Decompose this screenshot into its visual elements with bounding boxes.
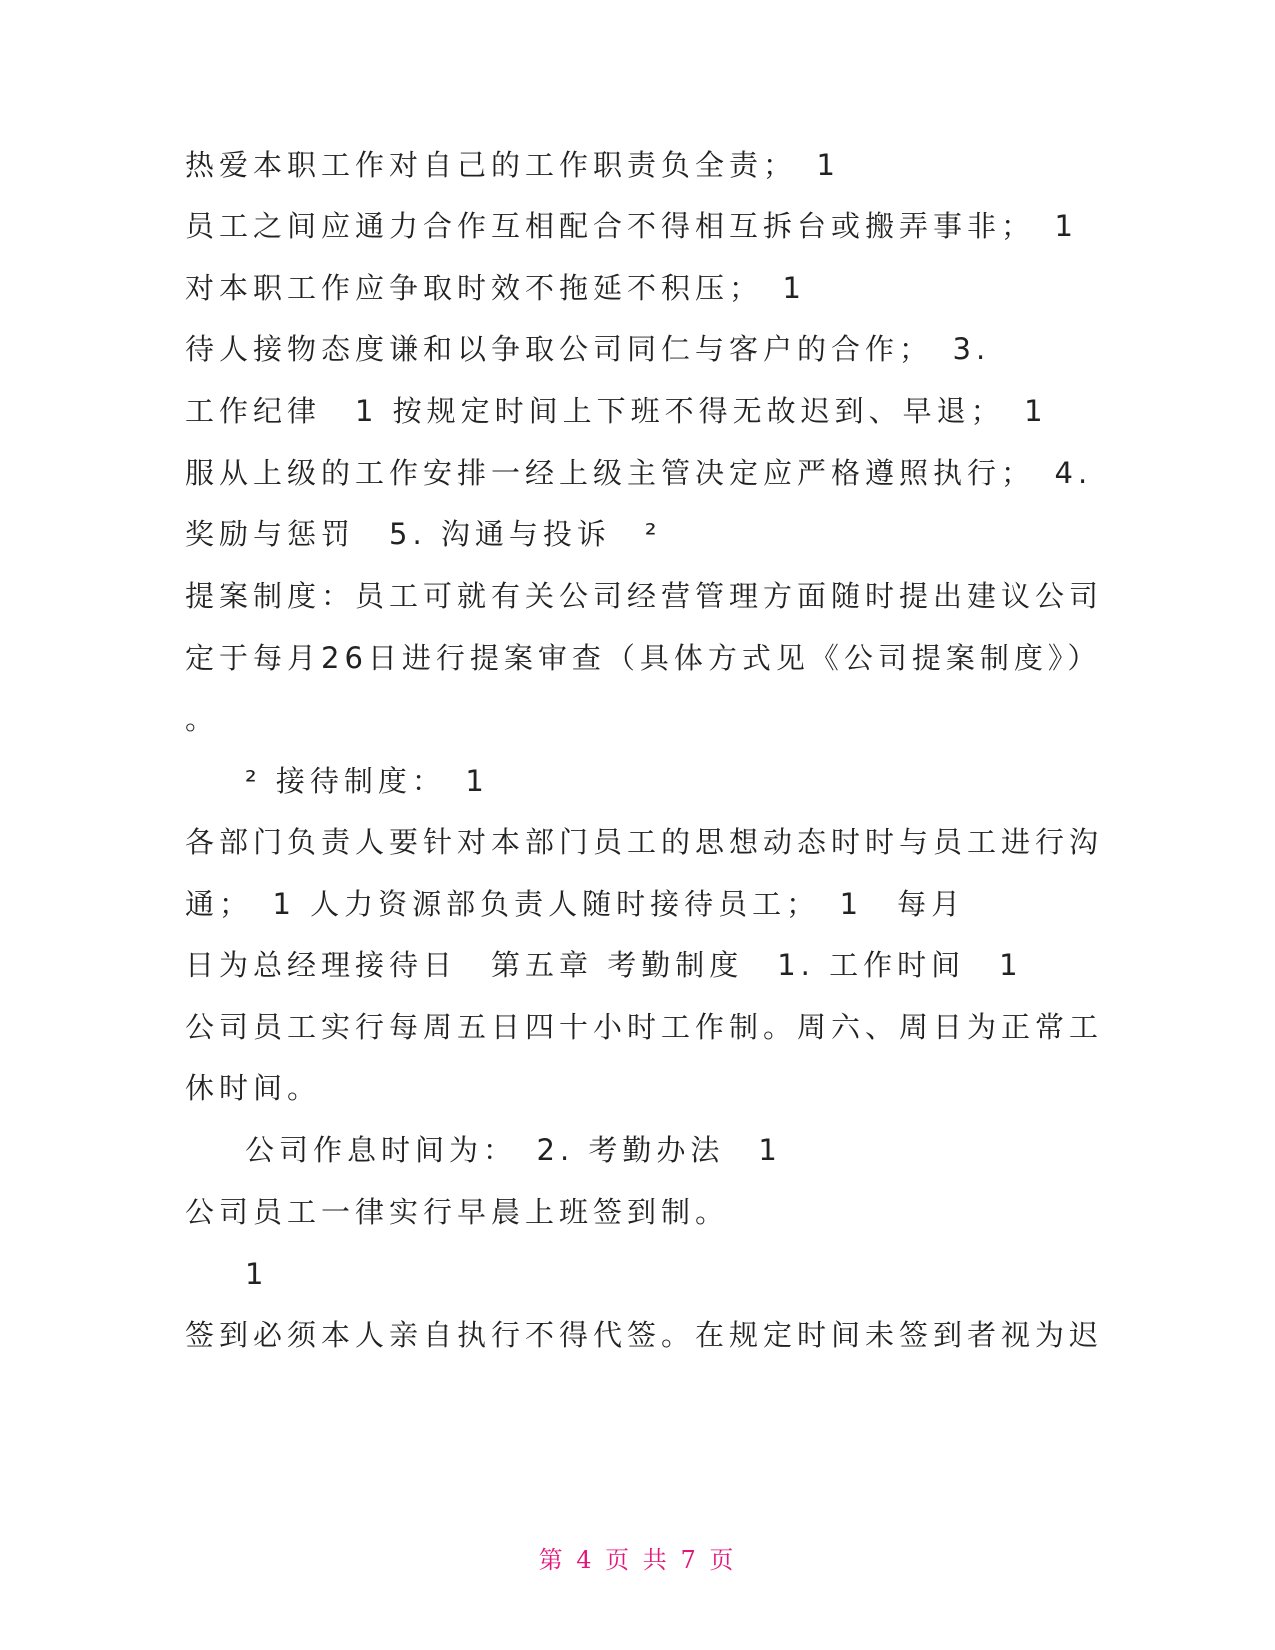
- text-line: 员工之间应通力合作互相配合不得相互拆台或搬弄事非； 1: [185, 209, 1078, 243]
- text-line: 热爱本职工作对自己的工作职责负全责； 1: [185, 148, 840, 182]
- text-line: 提案制度：员工可就有关公司经营管理方面随时提出建议公司: [185, 579, 1104, 613]
- text-line: 休时间。: [185, 1071, 322, 1105]
- text-line: 工作纪律 1 按规定时间上下班不得无故迟到、早退； 1: [185, 394, 1048, 428]
- page-number-footer: 第 4 页 共 7 页: [538, 1546, 737, 1574]
- text-line: 对本职工作应争取时效不拖延不积压； 1: [185, 271, 806, 305]
- text-line: 通； 1 人力资源部负责人随时接待员工； 1 每月: [185, 887, 966, 921]
- text-line: 签到必须本人亲自执行不得代签。在规定时间未签到者视为迟: [185, 1318, 1104, 1352]
- text-line: 公司员工一律实行早晨上班签到制。: [185, 1195, 730, 1229]
- text-line: 服从上级的工作安排一经上级主管决定应严格遵照执行； 4.: [185, 456, 1093, 490]
- text-line: 定于每月26日进行提案审查（具体方式见《公司提案制度》）: [185, 641, 1102, 675]
- text-line: 各部门负责人要针对本部门员工的思想动态时时与员工进行沟: [185, 825, 1104, 859]
- text-line: 日为总经理接待日 第五章 考勤制度 1. 工作时间 1: [185, 948, 1023, 982]
- text-line: ² 接待制度： 1: [245, 764, 489, 798]
- text-line: 公司作息时间为： 2. 考勤办法 1: [245, 1133, 782, 1167]
- text-line: 待人接物态度谦和以争取公司同仁与客户的合作； 3.: [185, 332, 991, 366]
- text-line: 公司员工实行每周五日四十小时工作制。周六、周日为正常工: [185, 1010, 1104, 1044]
- text-line: 1: [245, 1257, 269, 1291]
- text-line: 奖励与惩罚 5. 沟通与投诉 ²: [185, 517, 662, 551]
- text-line: 。: [185, 702, 220, 736]
